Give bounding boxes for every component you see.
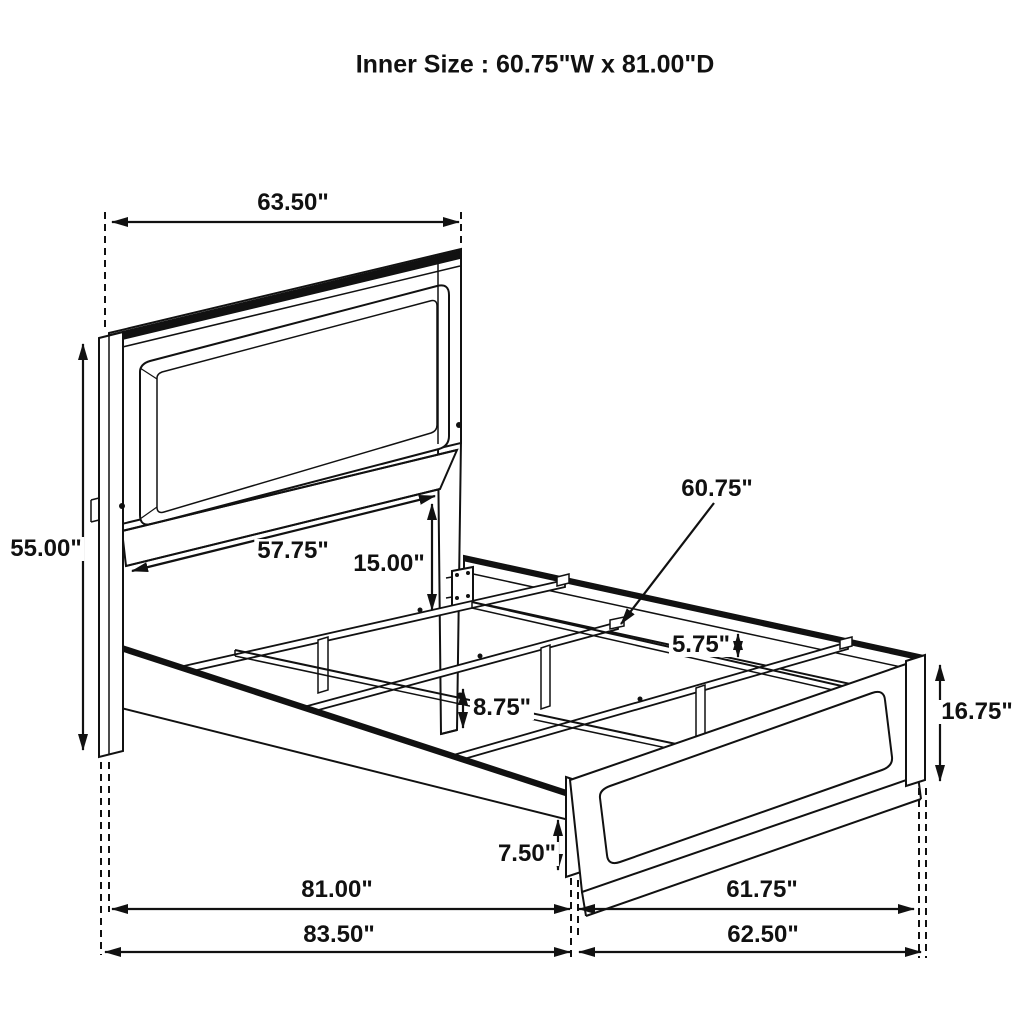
screw-dot-left (119, 503, 125, 509)
footboard-panel (600, 692, 892, 863)
screw-dot-right (456, 422, 462, 428)
slat-head (175, 574, 569, 693)
dim-label-slat-length: 60.75" (678, 477, 755, 501)
dim-label-headboard-inner-width: 57.75" (254, 539, 331, 563)
center-support-post (438, 440, 473, 734)
dim-label-headboard-width: 63.50" (254, 191, 331, 215)
far-side-rail (464, 556, 924, 700)
slat-leg (541, 645, 550, 709)
footboard-right-post (906, 655, 925, 786)
page-title: Inner Size : 60.75"W x 81.00"D (355, 50, 715, 79)
slat-leg (318, 637, 328, 693)
dim-label-slat-gap: 5.75" (669, 633, 733, 657)
dim-label-overall-height: 55.00" (7, 537, 84, 561)
dim-label-overall-depth: 83.50" (300, 923, 377, 947)
dim-label-slat-clearance: 8.75" (470, 696, 534, 720)
dim-label-footboard-height: 16.75" (938, 700, 1015, 724)
near-side-rail (113, 643, 573, 821)
dim-label-footboard-width: 62.50" (724, 923, 801, 947)
dim-label-footboard-inner-width: 61.75" (723, 878, 800, 902)
dim-label-footboard-base-height: 7.50" (495, 842, 559, 866)
dim-label-inner-depth: 81.00" (298, 878, 375, 902)
dim-label-rail-mount-height: 15.00" (350, 552, 427, 576)
headboard-left-post (99, 332, 123, 757)
